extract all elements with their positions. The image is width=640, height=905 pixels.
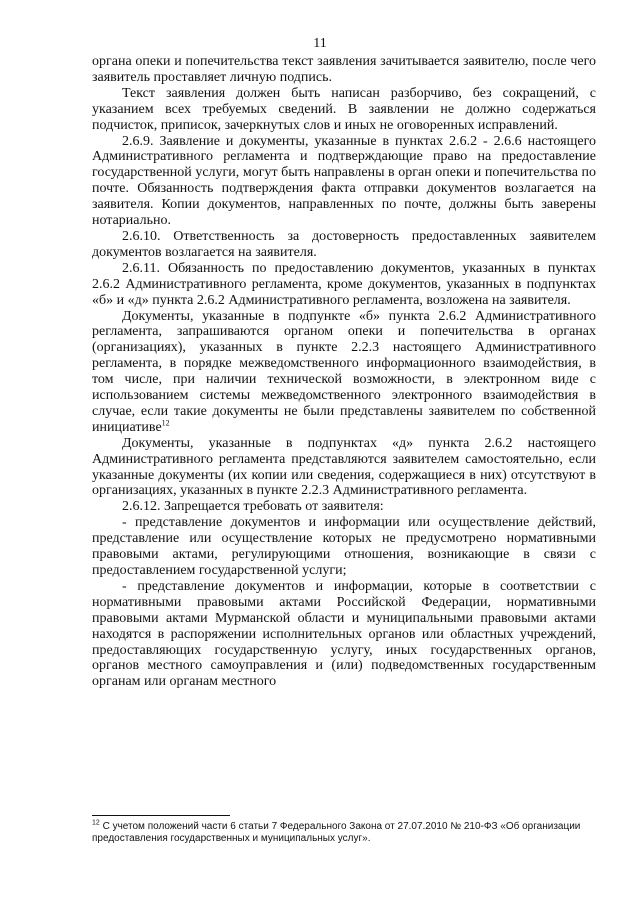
footnote-divider [92,815,230,816]
footnote-reference[interactable]: 12 [161,418,170,428]
page-number: 11 [313,36,327,51]
paragraph-documents-b-text: Документы, указанные в подпункте «б» пункта 2.6.2 Административного регламента, запрашиваются органом опеки и попечительства в органах (организациях), указанных в пункте 2.2.3 настоящего Административного регламента, в порядке межведомственного информационного взаимодействия, в том числе, при наличии технической возможности, в электронном виде с использованием системы межведомственного электронного взаимодействия в случае, если такие документы не были представлены заявителем по собственной инициативе [92,308,596,435]
footnote [92,821,596,845]
footnote-number: 12 [92,819,100,827]
list-item-requirement-2: - представление документов и информации, которые в соответствии с нормативными правовыми актами Российской Федерации, нормативными правовыми актами Мурманской области и муниципальными правовыми актами находятся в распоряжении исполнительных органов или областных учреждений, предоставляющих государственную услугу, иных государственных органов, органов местного самоуправления и (или) подведомственных государственным органам или органам местного [92,578,596,690]
paragraph-documents-b [92,309,596,436]
paragraph-2-6-10: 2.6.10. Ответственность за достоверность предоставленных заявителем документов возлагается на заявителя. [92,228,596,260]
paragraph-documents-d: Документы, указанные в подпунктах «д» пункта 2.6.2 настоящего Административного регламента представляются заявителем самостоятельно, если указанные документы (их копии или сведения, содержащиеся в них) отсутствуют в организациях, указанных в пункте 2.2.3 Административного регламента. [92,435,596,499]
paragraph-continuation: органа опеки и попечительства текст заявления зачитывается заявителю, после чего заявитель проставляет личную подпись. [92,54,596,85]
list-item-requirement-1: - представление документов и информации или осуществление действий, представление или осуществление которых не предусмотрено нормативными правовыми актами, регулирующими отношения, возникающие в связи с предоставлением государственной услуги; [92,515,596,578]
document-body [92,54,596,690]
paragraph-2-6-12: 2.6.12. Запрещается требовать от заявителя: [122,499,384,515]
paragraph-2-6-9: 2.6.9. Заявление и документы, указанные в пунктах 2.6.2 - 2.6.6 настоящего Административного регламента и подтверждающие право на предоставление государственной услуги, могут быть направлены в орган опеки и попечительства по почте. Обязанность подтверждения факта отправки документов возлагается на заявителя. Копии документов, направленных по почте, должны быть заверены нотариально. [92,133,596,229]
paragraph-2-6-11: 2.6.11. Обязанность по предоставлению документов, указанных в пунктах 2.6.2 Административного регламента, кроме документов, указанных в подпунктах «б» и «д» пункта 2.6.2 Административного регламента, возложена на заявителя. [92,260,596,308]
footnote-text: С учетом положений части 6 статьи 7 Федерального Закона от 27.07.2010 № 210-ФЗ «Об организации предоставления государственных и муниципальных услуг». [92,821,581,844]
paragraph-application-text: Текст заявления должен быть написан разборчиво, без сокращений, с указанием всех требуемых сведений. В заявлении не должно содержаться подчисток, приписок, зачеркнутых слов и иных не оговоренных исправлений. [92,85,596,133]
